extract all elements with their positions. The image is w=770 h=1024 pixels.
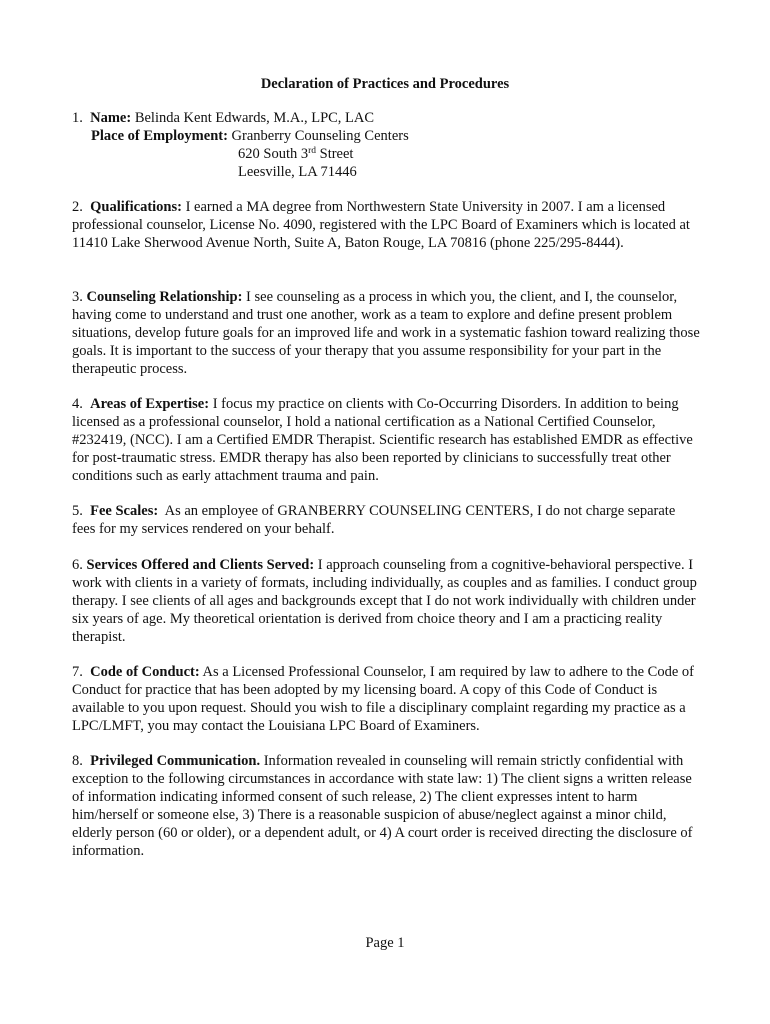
section-5-fee-scales xyxy=(72,502,702,538)
section-number: 3. xyxy=(72,289,83,305)
section-number: 2. xyxy=(72,199,83,215)
employment-label: Place of Employment: xyxy=(91,128,228,144)
section-8-privileged-communication xyxy=(72,752,702,860)
section-number: 7. xyxy=(72,664,83,680)
address-street-name: Street xyxy=(316,146,354,162)
section-heading: Counseling Relationship: xyxy=(86,289,243,305)
section-heading: Code of Conduct: xyxy=(90,664,200,680)
section-number: 5. xyxy=(72,503,83,519)
section-text: As an employee of GRANBERRY COUNSELING CENTERS, I do not charge separate fees for my services rendered on your behalf. xyxy=(72,503,676,537)
section-number: 4. xyxy=(72,396,83,412)
employment-row xyxy=(72,127,702,145)
section-number: 6. xyxy=(72,557,83,573)
section-1-name-employment xyxy=(72,109,702,181)
section-text: Information revealed in counseling will remain strictly confidential with exception to the following circumstances in accordance with state law: 1) The client signs a written release of information indicating informed consent of such release, 2) The client expresses intent to harm him/herself or someone else, 3) There is a reasonable suspicion of abuse/neglect against a minor child, elderly person (60 or older), or a dependent adult, or 4) A court order is received directing the disclosure of information. xyxy=(72,753,693,859)
section-heading: Privileged Communication. xyxy=(90,753,261,769)
section-2-qualifications xyxy=(72,198,702,252)
section-number: 8. xyxy=(72,753,83,769)
section-6-services-offered xyxy=(72,556,702,646)
section-3-counseling-relationship xyxy=(72,288,702,378)
section-heading: Qualifications: xyxy=(90,199,182,215)
section-text: I see counseling as a process in which you, the client, and I, the counselor, having come to understand and trust one another, work as a team to explore and define present problem situations, develop future goals for an improved life and work in a systematic fashion toward realizing those goals. It is important to the success of your therapy that you assume responsibility for your part in the therapeutic process. xyxy=(72,289,700,377)
section-heading: Areas of Expertise: xyxy=(90,396,210,412)
page-number: Page 1 xyxy=(365,935,405,951)
name-row xyxy=(72,109,702,127)
section-text: As a Licensed Professional Counselor, I am required by law to adhere to the Code of Conduct for practice that has been adopted by my licensing board. A copy of this Code of Conduct is available to you upon request. Should you wish to file a disciplinary complaint regarding my practice as a LPC/LMFT, you may contact the Louisiana LPC Board of Examiners. xyxy=(72,664,694,734)
section-heading: Fee Scales: xyxy=(90,503,159,519)
section-text: I approach counseling from a cognitive-behavioral perspective. I work with clients in a variety of formats, including individually, as couples and as families. I conduct group therapy. I see clients of all ages and backgrounds except that I do not work individually with children under six years of age. My theoretical orientation is derived from choice theory and I am a practicing reality therapist. xyxy=(72,557,697,645)
address-street-suffix: rd xyxy=(308,146,317,156)
name-value: Belinda Kent Edwards, M.A., LPC, LAC xyxy=(134,110,375,126)
section-number: 1. xyxy=(72,110,83,126)
section-text: I focus my practice on clients with Co-Occurring Disorders. In addition to being licensed as a professional counselor, I hold a national certification as a National Certified Counselor, #232419, (NCC). I am a Certified EMDR Therapist. Scientific research has established EMDR as effective for post-traumatic stress. EMDR therapy has also been reported by clinicians to successfully treat other conditions such as early attachment trauma and pain. xyxy=(72,396,693,484)
address-city: Leesville, LA 71446 xyxy=(238,164,357,180)
section-heading: Services Offered and Clients Served: xyxy=(86,557,315,573)
section-7-code-of-conduct xyxy=(72,663,702,735)
section-text: I earned a MA degree from Northwestern State University in 2007. I am a licensed professional counselor, License No. 4090, registered with the LPC Board of Examiners which is located at 11410 Lake Sherwood Avenue North, Suite A, Baton Rouge, LA 70816 (phone 225/295-8444). xyxy=(72,199,690,251)
address-street-number: 620 South 3 xyxy=(238,146,309,162)
address-street xyxy=(72,145,702,163)
document-title: Declaration of Practices and Procedures xyxy=(260,76,510,92)
section-4-areas-of-expertise xyxy=(72,395,702,485)
name-label: Name: xyxy=(90,110,132,126)
employment-value: Granberry Counseling Centers xyxy=(231,128,409,144)
